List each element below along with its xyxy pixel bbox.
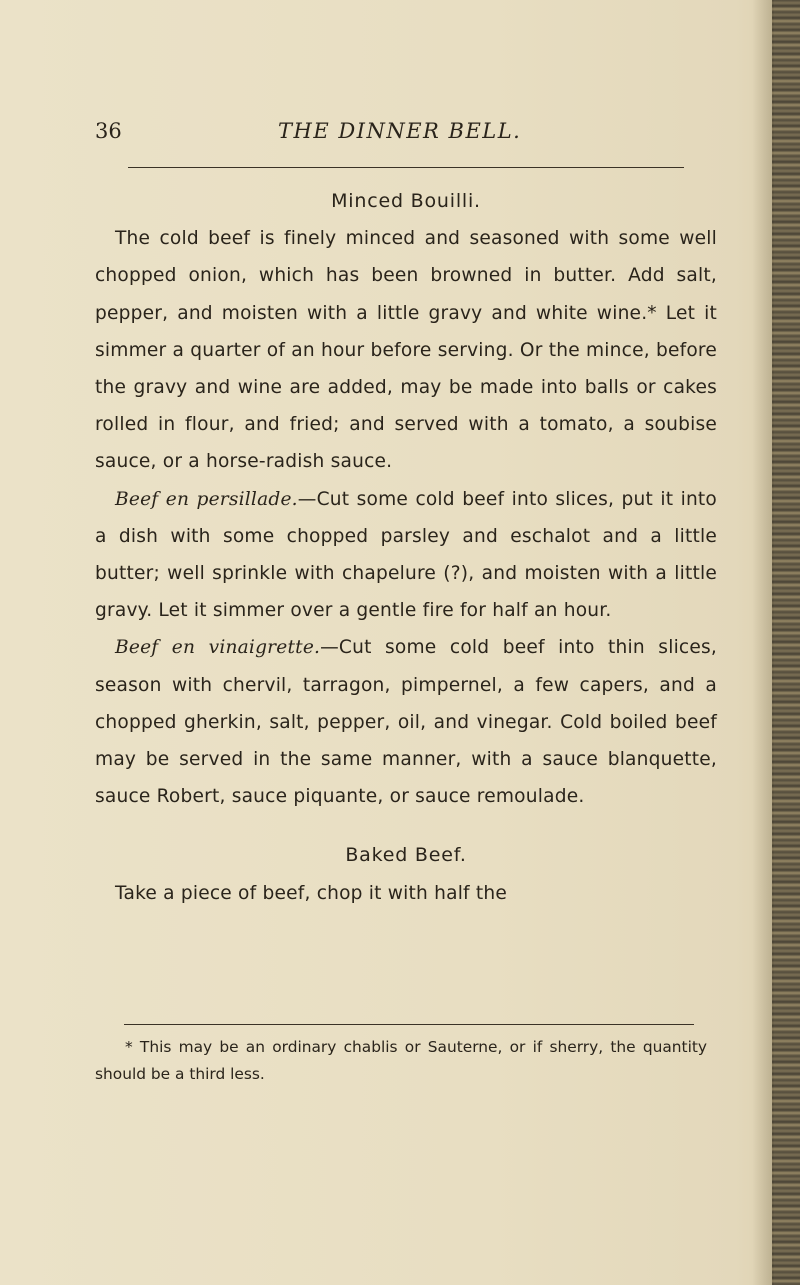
page-number: 36 xyxy=(95,119,122,143)
recipe-text-beef-persillade: —Cut some cold beef into slices, put it into a dish with some chopped parsley and eschalot and a little butter; well sprinkle with chapelure (?), and moisten with a little gravy. Let it simmer over a gentle fire for half an hour. xyxy=(95,488,718,622)
section-spacer xyxy=(95,815,717,837)
recipe-title-beef-persillade: Beef en persillade. xyxy=(115,488,298,510)
paragraph-minced-bouilli: The cold beef is finely minced and seasoned with some well chopped onion, which has been browned in butter. Add salt, pepper, and moisten with a little gravy and white wine.* Let it simmer a quarter of an hour before serving. Or the mince, before the gravy and wine are added, may be made into balls or cakes rolled in flour, and fried; and served with a tomato, a soubise sauce, or a horse-radish sauce. xyxy=(95,228,717,473)
section-title-baked-beef: Baked Beef. xyxy=(345,844,467,867)
paragraph-baked-beef: Take a piece of beef, chop it with half the xyxy=(115,882,508,904)
book-spine-edge xyxy=(772,0,800,1285)
footnote: * This may be an ordinary chablis or Sauterne, or if sherry, the quantity should be a third less. xyxy=(95,1038,707,1083)
paragraph-beef-persillade xyxy=(95,481,717,630)
page-gutter-shadow xyxy=(752,0,774,1285)
section-title-minced-bouilli: Minced Bouilli. xyxy=(331,190,481,212)
page-body xyxy=(95,183,717,912)
footnote-rule xyxy=(124,1024,694,1025)
running-head: THE DINNER BELL. xyxy=(278,119,522,143)
recipe-text-beef-vinaigrette: —Cut some cold beef into thin slices, season with chervil, tarragon, pimpernel, a few capers, and a chopped gherkin, salt, pepper, oil, and vinegar. Cold boiled beef may be served in the same manner, with a sauce blanquette, sauce Robert, sauce piquante, or sauce remoulade. xyxy=(95,637,717,808)
page-header xyxy=(95,119,695,149)
recipe-title-beef-vinaigrette: Beef en vinaigrette. xyxy=(115,637,321,659)
header-rule xyxy=(128,167,684,168)
paragraph-beef-vinaigrette xyxy=(95,629,717,815)
